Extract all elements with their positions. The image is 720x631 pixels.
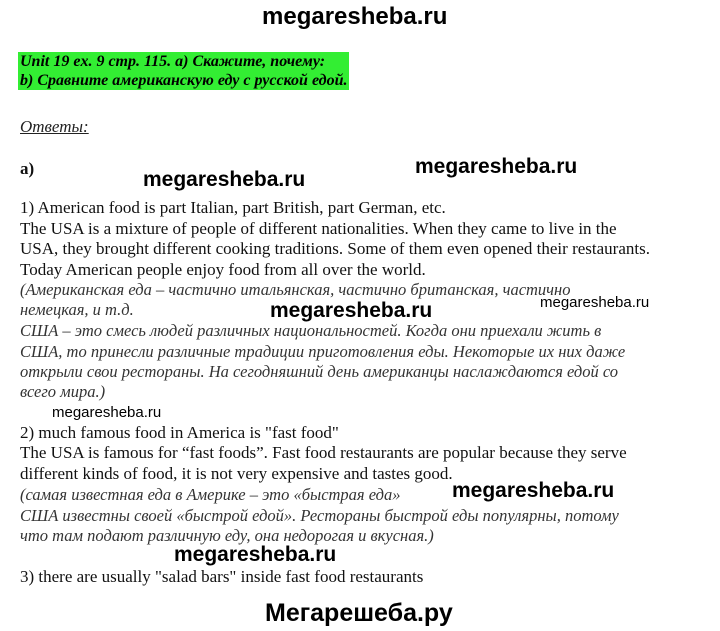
exercise-header [18, 52, 349, 90]
watermark: megaresheba.ru [52, 404, 162, 421]
item-1-ru-line: (Американская еда – частично итальянская, частично британская, частично [20, 280, 571, 299]
item-2-title: 2) much famous food in America is "fast food" [20, 423, 339, 442]
item-1-ru-line: немецкая, и т.д. [20, 300, 134, 319]
item-2-ru-line: США известны своей «быстрой едой». Рестораны быстрой еды популярны, потому [20, 506, 619, 525]
answers-label: Ответы: [20, 117, 89, 136]
item-1-en-line: USA, they brought different cooking traditions. Some of them even opened their restaurants. [20, 239, 650, 258]
item-1-en-line: Today American people enjoy food from all over the world. [20, 260, 426, 279]
watermark: megaresheba.ru [174, 543, 337, 566]
item-1-ru-line: всего мира.) [20, 382, 106, 401]
watermark: megaresheba.ru [270, 299, 433, 322]
watermark: megaresheba.ru [143, 168, 306, 191]
item-2-ru-line: что там подают различную еду, она недорогая и вкусная.) [20, 526, 434, 545]
watermark: megaresheba.ru [540, 294, 650, 311]
header-line-1: Unit 19 ex. 9 стр. 115. a) Скажите, почему: [20, 53, 326, 70]
section-a-label: a) [20, 159, 35, 178]
watermark: megaresheba.ru [452, 479, 615, 502]
item-3-title: 3) there are usually "salad bars" inside fast food restaurants [20, 567, 424, 586]
item-1-ru-line: США – это смесь людей различных национальностей. Когда они приехали жить в [20, 321, 602, 340]
bottom-watermark: Мегарешеба.ру [265, 599, 453, 627]
item-1-title: 1) American food is part Italian, part British, part German, etc. [20, 198, 446, 217]
header-line-2: b) Сравните американскую еду с русской едой. [20, 72, 348, 89]
item-1-en-line: The USA is a mixture of people of different nationalities. When they came to live in the [20, 219, 617, 238]
top-watermark: megaresheba.ru [262, 3, 448, 30]
item-2-ru-line: (самая известная еда в Америке – это «быстрая еда» [20, 485, 401, 504]
item-2-en-line: The USA is famous for “fast foods”. Fast food restaurants are popular because they serve [20, 443, 627, 462]
item-1-ru-line: США, то принесли различные традиции приготовления еды. Некоторые их них даже [20, 342, 626, 361]
watermark: megaresheba.ru [415, 155, 578, 178]
item-1-ru-line: открыли свои рестораны. На сегодняшний день американцы наслаждаются едой со [20, 362, 619, 381]
item-2-en-line: different kinds of food, it is not very expensive and tastes good. [20, 464, 453, 483]
